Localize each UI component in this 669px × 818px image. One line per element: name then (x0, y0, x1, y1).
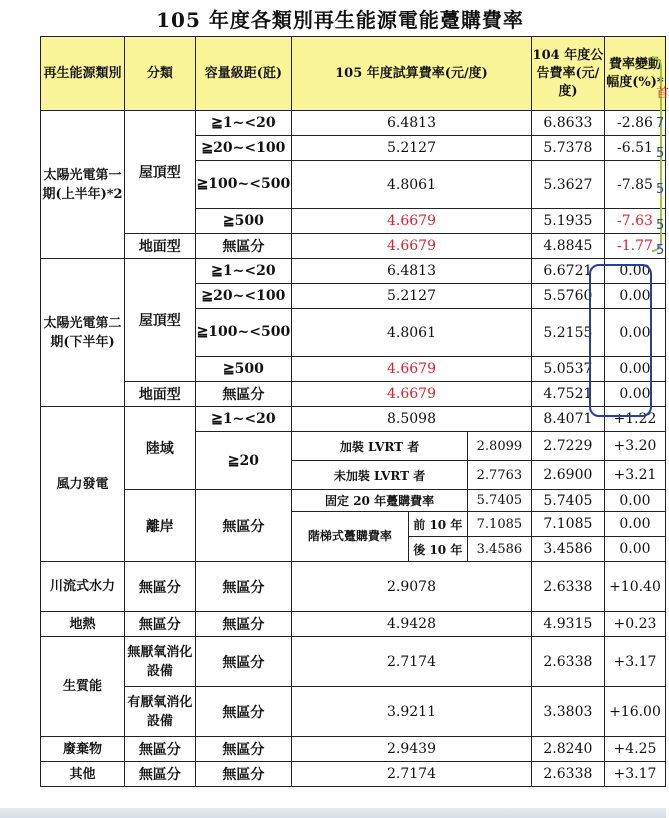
rate-104-cell: 2.6338 (531, 637, 604, 687)
fixed-rate-label: 固定 20 年躉購費率 (292, 490, 468, 512)
table-row (41, 612, 666, 637)
rate-104-cell: 6.8633 (531, 111, 604, 136)
type-onshore: 陸域 (125, 407, 196, 490)
first-10-years-label: 前 10 年 (408, 512, 467, 537)
side-mark: 7 (656, 116, 665, 131)
header-type: 分類 (125, 37, 196, 111)
rate-105-cell: 4.6679 (292, 382, 532, 407)
capacity-cell: 無區分 (195, 234, 292, 259)
change-cell: +10.40 (604, 562, 665, 612)
highlight-box (589, 264, 652, 417)
side-mark: 5 (656, 182, 665, 197)
table-row (41, 687, 666, 737)
capacity-cell: 無區分 (195, 762, 292, 787)
category-waste: 廢棄物 (41, 737, 125, 762)
rate-104-cell: 3.3803 (531, 687, 604, 737)
capacity-cell: ≧1~<20 (195, 111, 292, 136)
rate-104-cell: 5.2155 (531, 309, 604, 357)
rate-105-cell: 4.8061 (292, 161, 532, 209)
change-cell: -7.85 (604, 161, 665, 209)
change-cell: 0.00 (604, 382, 665, 407)
last-10-years-label: 後 10 年 (408, 537, 467, 562)
rate-105-cell: 2.7174 (292, 762, 532, 787)
rate-104-cell: 4.9315 (531, 612, 604, 637)
capacity-cell: ≧100~<500 (195, 161, 292, 209)
capacity-cell: 無區分 (195, 637, 292, 687)
rate-104-cell: 7.1085 (531, 512, 604, 537)
capacity-cell: ≧1~<20 (195, 259, 292, 284)
change-cell: +3.21 (604, 461, 665, 490)
capacity-cell: ≧20 (195, 432, 292, 490)
rate-105-cell: 4.9428 (292, 612, 532, 637)
table-row (41, 259, 666, 284)
change-cell: 0.00 (604, 537, 665, 562)
header-rate-104: 104 年度公告費率(元/度) (531, 37, 604, 111)
type-cell: 無區分 (125, 562, 196, 612)
change-cell: 0.00 (604, 357, 665, 382)
header-change: 費率變動幅度(%)* (604, 37, 665, 111)
rate-105-cell: 4.6679 (292, 357, 532, 382)
change-cell: 0.00 (604, 490, 665, 512)
side-mark: 首 (656, 86, 669, 101)
category-solar-2: 太陽光電第二期(下半年) (41, 259, 125, 407)
type-ground: 地面型 (125, 382, 196, 407)
rate-105-cell: 4.8061 (292, 309, 532, 357)
type-cell: 無厭氧消化設備 (125, 637, 196, 687)
capacity-cell: ≧20~<100 (195, 284, 292, 309)
type-ground: 地面型 (125, 234, 196, 259)
rate-105-cell: 2.9439 (292, 737, 532, 762)
rate-104-cell: 2.6338 (531, 562, 604, 612)
change-cell: +1.22 (604, 407, 665, 432)
rate-104-cell: 5.0537 (531, 357, 604, 382)
side-mark: 5 (656, 243, 665, 258)
rate-104-cell: 6.6721 (531, 259, 604, 284)
change-cell: +3.17 (604, 762, 665, 787)
header-capacity: 容量級距(瓩) (195, 37, 292, 111)
capacity-cell: 無區分 (195, 562, 292, 612)
type-cell: 無區分 (125, 612, 196, 637)
rate-104-cell: 5.7405 (531, 490, 604, 512)
change-cell: +0.23 (604, 612, 665, 637)
change-cell: -7.63 (604, 209, 665, 234)
type-cell: 無區分 (125, 737, 196, 762)
change-cell: +3.20 (604, 432, 665, 461)
category-hydro: 川流式水力 (41, 562, 125, 612)
change-cell: 0.00 (604, 284, 665, 309)
rate-104-cell: 5.5760 (531, 284, 604, 309)
table-row (41, 490, 666, 512)
category-other: 其他 (41, 762, 125, 787)
change-cell: +16.00 (604, 687, 665, 737)
capacity-cell: 無區分 (195, 382, 292, 407)
rate-105-cell: 2.8099 (467, 432, 531, 461)
rate-105-cell: 7.1085 (467, 512, 531, 537)
type-rooftop: 屋頂型 (125, 259, 196, 382)
rate-104-cell: 2.7229 (531, 432, 604, 461)
change-cell: 0.00 (604, 512, 665, 537)
rate-105-cell: 3.9211 (292, 687, 532, 737)
table-row (41, 637, 666, 687)
type-cell: 無區分 (125, 762, 196, 787)
table-row (41, 407, 666, 432)
rate-104-cell: 4.8845 (531, 234, 604, 259)
change-cell: +4.25 (604, 737, 665, 762)
capacity-cell: 無區分 (195, 490, 292, 562)
rate-105-cell: 2.7763 (467, 461, 531, 490)
rate-105-cell: 8.5098 (292, 407, 532, 432)
change-cell: -2.86 (604, 111, 665, 136)
rate-104-cell: 4.7521 (531, 382, 604, 407)
capacity-cell: ≧1~<20 (195, 407, 292, 432)
rate-104-cell: 2.6900 (531, 461, 604, 490)
capacity-cell: 無區分 (195, 737, 292, 762)
header-category: 再生能源類別 (41, 37, 125, 111)
rate-105-cell: 4.6679 (292, 209, 532, 234)
rate-105-cell: 3.4586 (467, 537, 531, 562)
rate-105-cell: 5.7405 (467, 490, 531, 512)
capacity-cell: 無區分 (195, 687, 292, 737)
capacity-cell: ≧500 (195, 209, 292, 234)
rate-105-cell: 4.6679 (292, 234, 532, 259)
table-row (41, 111, 666, 136)
category-solar-1: 太陽光電第一期(上半年)*2 (41, 111, 125, 259)
capacity-cell: ≧20~<100 (195, 136, 292, 161)
header-rate-105: 105 年度試算費率(元/度) (292, 37, 532, 111)
type-offshore: 離岸 (125, 490, 196, 562)
feed-in-tariff-table (40, 36, 666, 787)
table-row (41, 234, 666, 259)
table-row (41, 737, 666, 762)
table-row (41, 562, 666, 612)
side-mark: 5 (656, 218, 665, 233)
table-row (41, 762, 666, 787)
rate-104-cell: 8.4071 (531, 407, 604, 432)
rate-104-cell: 3.4586 (531, 537, 604, 562)
change-cell: 0.00 (604, 309, 665, 357)
capacity-cell: 無區分 (195, 612, 292, 637)
category-biomass: 生質能 (41, 637, 125, 737)
rate-104-cell: 2.6338 (531, 762, 604, 787)
type-rooftop: 屋頂型 (125, 111, 196, 234)
type-cell: 有厭氧消化設備 (125, 687, 196, 737)
rate-105-cell: 5.2127 (292, 284, 532, 309)
rate-105-cell: 2.9078 (292, 562, 532, 612)
capacity-cell: ≧500 (195, 357, 292, 382)
category-wind: 風力發電 (41, 407, 125, 562)
category-geothermal: 地熱 (41, 612, 125, 637)
rate-104-cell: 5.7378 (531, 136, 604, 161)
rate-105-cell: 6.4813 (292, 259, 532, 284)
page-title: 105 年度各類別再生能源電能躉購費率 (156, 8, 524, 32)
lvrt-without-label: 未加裝 LVRT 者 (292, 461, 468, 490)
lvrt-with-label: 加裝 LVRT 者 (292, 432, 468, 461)
table-row (41, 382, 666, 407)
rate-105-cell: 5.2127 (292, 136, 532, 161)
capacity-cell: ≧100~<500 (195, 309, 292, 357)
side-mark: 5 (656, 146, 665, 161)
change-cell: -6.51 (604, 136, 665, 161)
rate-105-cell: 2.7174 (292, 637, 532, 687)
change-cell: 0.00 (604, 259, 665, 284)
change-cell: +3.17 (604, 637, 665, 687)
rate-104-cell: 5.1935 (531, 209, 604, 234)
rate-105-cell: 6.4813 (292, 111, 532, 136)
rate-104-cell: 5.3627 (531, 161, 604, 209)
rate-104-cell: 2.8240 (531, 737, 604, 762)
bottom-shade (0, 808, 666, 818)
stepped-rate-label: 階梯式躉購費率 (292, 512, 409, 562)
change-cell: -1.77 (604, 234, 665, 259)
